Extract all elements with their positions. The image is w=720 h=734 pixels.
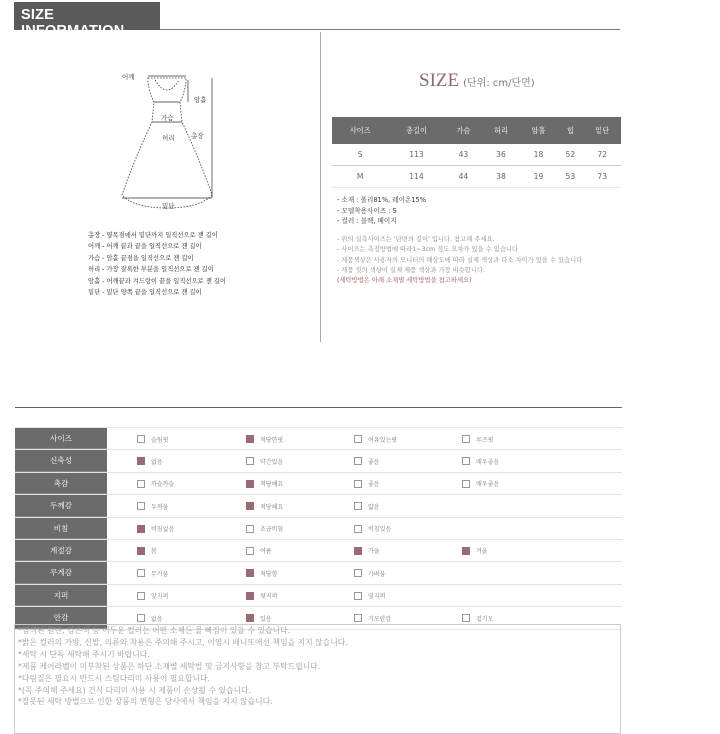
attribute-label: 사이즈 [15,428,107,449]
section-title: SIZE INFORMATION [21,7,125,39]
care-note: *다림질은 필요시 반드시 스팀다리미 사용이 필요합니다. [18,673,210,683]
table-cell: 43 [445,144,483,166]
unchecked-box-icon [137,592,145,600]
option-label: 적당해요 [260,481,284,489]
unchecked-box-icon [354,457,362,465]
option-label: 루즈핏 [476,436,494,444]
definition-item: 밑단 - 밑단 양쪽 끝을 일직선으로 잰 길이 [88,288,202,296]
checked-box-icon [246,480,254,488]
attribute-option [246,479,283,489]
unchecked-box-icon [354,592,362,600]
definition-item: 암홀 - 어깨끝과 겨드랑이 끝을 일직선으로 잰 길이 [88,277,226,285]
option-label: 봄 [151,548,157,556]
option-label: 여름 [260,548,272,556]
unchecked-box-icon [354,502,362,510]
care-note: *염색된 원단, 검은색 등 어두운 컬러는 어떤 소재든 물 빠짐이 있을 수 있습니다. [18,626,291,635]
option-label: 기모안감 [368,615,392,623]
unchecked-box-icon [354,525,362,533]
attribute-option [137,501,168,511]
care-instructions [14,624,621,734]
table-cell: 52 [557,144,583,166]
attribute-row [15,561,622,583]
unchecked-box-icon [137,502,145,510]
attribute-table [15,427,622,630]
attribute-row [15,517,622,539]
attribute-label: 지퍼 [15,585,107,606]
attribute-option [137,456,163,466]
checked-box-icon [246,592,254,600]
section-divider [15,407,622,408]
attribute-row [15,494,622,516]
note-item: - 위의 실측사이즈는 '단면의 길이' 입니다. 참고해 주세요. [337,236,495,243]
size-chart-title [419,70,535,92]
unchecked-box-icon [137,614,145,622]
option-label: 약간있음 [260,458,284,466]
care-note: *(꼭 주의해 주세요) 건식 다리미 사용 시 제품이 손상될 수 있습니다. [18,685,252,695]
option-label: 여유있는핏 [368,436,397,444]
option-label: 가벼움 [368,570,386,578]
attribute-option [462,434,493,444]
unchecked-box-icon [354,480,362,488]
definition-item: 가슴 - 암홀 끝점을 일직선으로 잰 길이 [88,254,194,262]
unchecked-box-icon [137,480,145,488]
note-item: - 사이즈는 측정방법에 따라1~3cm 정도 오차가 있을 수 있습니다 [337,246,519,254]
attribute-option [354,613,391,623]
checked-box-icon [462,547,470,555]
attribute-option [246,546,272,556]
product-info [337,195,426,227]
checked-box-icon [246,614,254,622]
attribute-option [462,479,499,489]
section-header [14,2,160,39]
size-table-header [332,117,621,144]
size-title-text: SIZE [419,70,460,91]
option-label: 비침없음 [151,526,175,534]
attribute-option [137,479,174,489]
unchecked-box-icon [137,569,145,577]
attribute-row [15,472,622,494]
unchecked-box-icon [354,435,362,443]
definition-item: 허리 - 가장 잘록한 부분을 일직선으로 잰 길이 [88,266,214,274]
table-row [332,166,621,188]
attribute-option [137,591,168,601]
checked-box-icon [246,569,254,577]
attribute-option [246,591,277,601]
unchecked-box-icon [246,457,254,465]
option-label: 있음 [260,615,272,623]
attribute-option [246,434,283,444]
option-label: 두꺼움 [151,503,169,511]
table-cell: 36 [482,144,520,166]
option-label: 조금비침 [260,526,284,534]
attribute-option [354,479,380,489]
attribute-option [137,434,168,444]
attribute-label: 계절감 [15,540,107,561]
attribute-option [246,456,283,466]
model-size-info: - 모델착용사이즈 : S [337,206,397,215]
header-cell: 밑단 [583,117,621,144]
note-item: - 제품색상은 사용자의 모니터의 해상도에 따라 실제 색상과 다소 차이가 있을 수 있습니다 [337,256,583,264]
header-cell: 가슴 [445,117,483,144]
option-label: 적당해요 [260,503,284,511]
care-note: *제품 케어라벨이 미부착된 상품은 하단 소재별 세탁법 및 금지사항을 참고 부탁드립니다. [18,661,321,671]
attribute-label: 안감 [15,607,107,628]
header-cell: 허리 [482,117,520,144]
attribute-option [137,524,174,534]
header-cell: 힙 [557,117,583,144]
option-label: 적당함 [260,570,278,578]
checked-box-icon [246,435,254,443]
size-unit: (단위: cm/단면) [463,78,535,89]
table-cell: 18 [520,144,558,166]
unchecked-box-icon [462,480,470,488]
option-label: 비침있음 [368,526,392,534]
option-label: 없음 [151,458,163,466]
option-label: 얇음 [368,503,380,511]
unchecked-box-icon [462,457,470,465]
vertical-divider [320,32,321,342]
option-label: 겨울 [476,548,488,556]
option-label: 까슬까슬 [151,481,175,489]
table-cell: 113 [388,144,444,166]
attribute-option [246,501,283,511]
attribute-option [354,568,385,578]
table-row [332,144,621,166]
option-label: 적당한핏 [260,436,284,444]
table-cell: 72 [583,144,621,166]
attribute-option [462,456,499,466]
option-label: 좋음 [368,481,380,489]
option-label: 없음 [151,615,163,623]
measurement-definitions [88,230,226,298]
attribute-option [246,613,272,623]
attribute-option [137,546,157,556]
table-cell: S [332,144,388,166]
unchecked-box-icon [354,614,362,622]
attribute-option [354,591,385,601]
care-note: *밝은 컬러의 가방, 신발, 의류와 착용은 주의해 주시고, 이염시 배니또에선 책임을 지지 않습니다. [18,637,348,647]
dress-illustration [100,70,240,220]
option-label: 겉기모 [476,615,494,623]
dress-diagram [100,70,240,220]
attribute-option [354,524,391,534]
option-label: 좋음 [368,458,380,466]
definition-item: 어깨 - 어깨 끝과 끝을 일직선으로 잰 길이 [88,243,202,251]
option-label: 슬림핏 [151,436,169,444]
table-cell: 19 [520,166,558,188]
note-item: - 제품 컷의 색상이 실제 제품 색상과 가장 비슷합니다. [337,266,486,274]
chest-label: 가슴 [161,114,174,122]
attribute-option [354,434,397,444]
option-label: 옆지퍼 [368,593,386,601]
attribute-option [354,546,380,556]
attribute-option [137,613,163,623]
care-note: *세탁 시 단독 세탁해 주시기 바랍니다. [18,649,150,659]
attribute-label: 두께감 [15,495,107,516]
unchecked-box-icon [462,614,470,622]
size-table [332,117,621,188]
washing-warning: (세탁방법은 아래 소재별 세탁방법을 참고하세요) [337,277,472,285]
attribute-row [15,539,622,561]
option-label: 앞지퍼 [151,593,169,601]
unchecked-box-icon [462,435,470,443]
table-cell: 73 [583,166,621,188]
option-label: 가을 [368,548,380,556]
attribute-label: 촉감 [15,473,107,494]
attribute-row [15,427,622,449]
unchecked-box-icon [246,525,254,533]
definition-item: 총장 - 옆목점에서 밑단까지 일직선으로 잰 길이 [88,232,218,239]
attribute-option [246,568,277,578]
care-note: *잘못된 세탁 방법으로 인한 상품의 변형은 당사에서 책임을 지지 않습니다. [18,697,273,707]
header-cell: 총길이 [388,117,444,144]
material-info: - 소재 : 폴리81%, 레이온15% [337,196,426,204]
length-label: 총장 [191,132,204,140]
size-notes [337,235,622,286]
armhole-label: 암홀 [194,96,207,104]
attribute-option [354,456,380,466]
attribute-label: 비침 [15,518,107,539]
option-label: 무거움 [151,570,169,578]
attribute-option [246,524,283,534]
table-cell: M [332,166,388,188]
checked-box-icon [137,547,145,555]
checked-box-icon [137,457,145,465]
unchecked-box-icon [354,569,362,577]
option-label: 뒷지퍼 [260,593,278,601]
attribute-option [137,568,168,578]
option-label: 매우좋음 [476,481,500,489]
header-cell: 사이즈 [332,117,388,144]
attribute-label: 무게감 [15,562,107,583]
option-label: 매우좋음 [476,458,500,466]
checked-box-icon [246,502,254,510]
table-cell: 44 [445,166,483,188]
waist-label: 허리 [162,134,175,142]
attribute-option [354,501,380,511]
unchecked-box-icon [137,435,145,443]
checked-box-icon [137,525,145,533]
shoulder-label: 어깨 [122,73,135,81]
header-cell: 암홀 [520,117,558,144]
table-cell: 38 [482,166,520,188]
attribute-option [462,546,488,556]
table-cell: 53 [557,166,583,188]
checked-box-icon [354,547,362,555]
table-cell: 114 [388,166,444,188]
header-divider [160,29,620,30]
unchecked-box-icon [246,547,254,555]
color-info: - 컬러 : 블랙, 베이지 [337,217,397,225]
attribute-row [15,584,622,606]
attribute-label: 신축성 [15,450,107,471]
attribute-option [462,613,493,623]
attribute-row [15,449,622,471]
hem-label: 밑단 [162,202,175,210]
